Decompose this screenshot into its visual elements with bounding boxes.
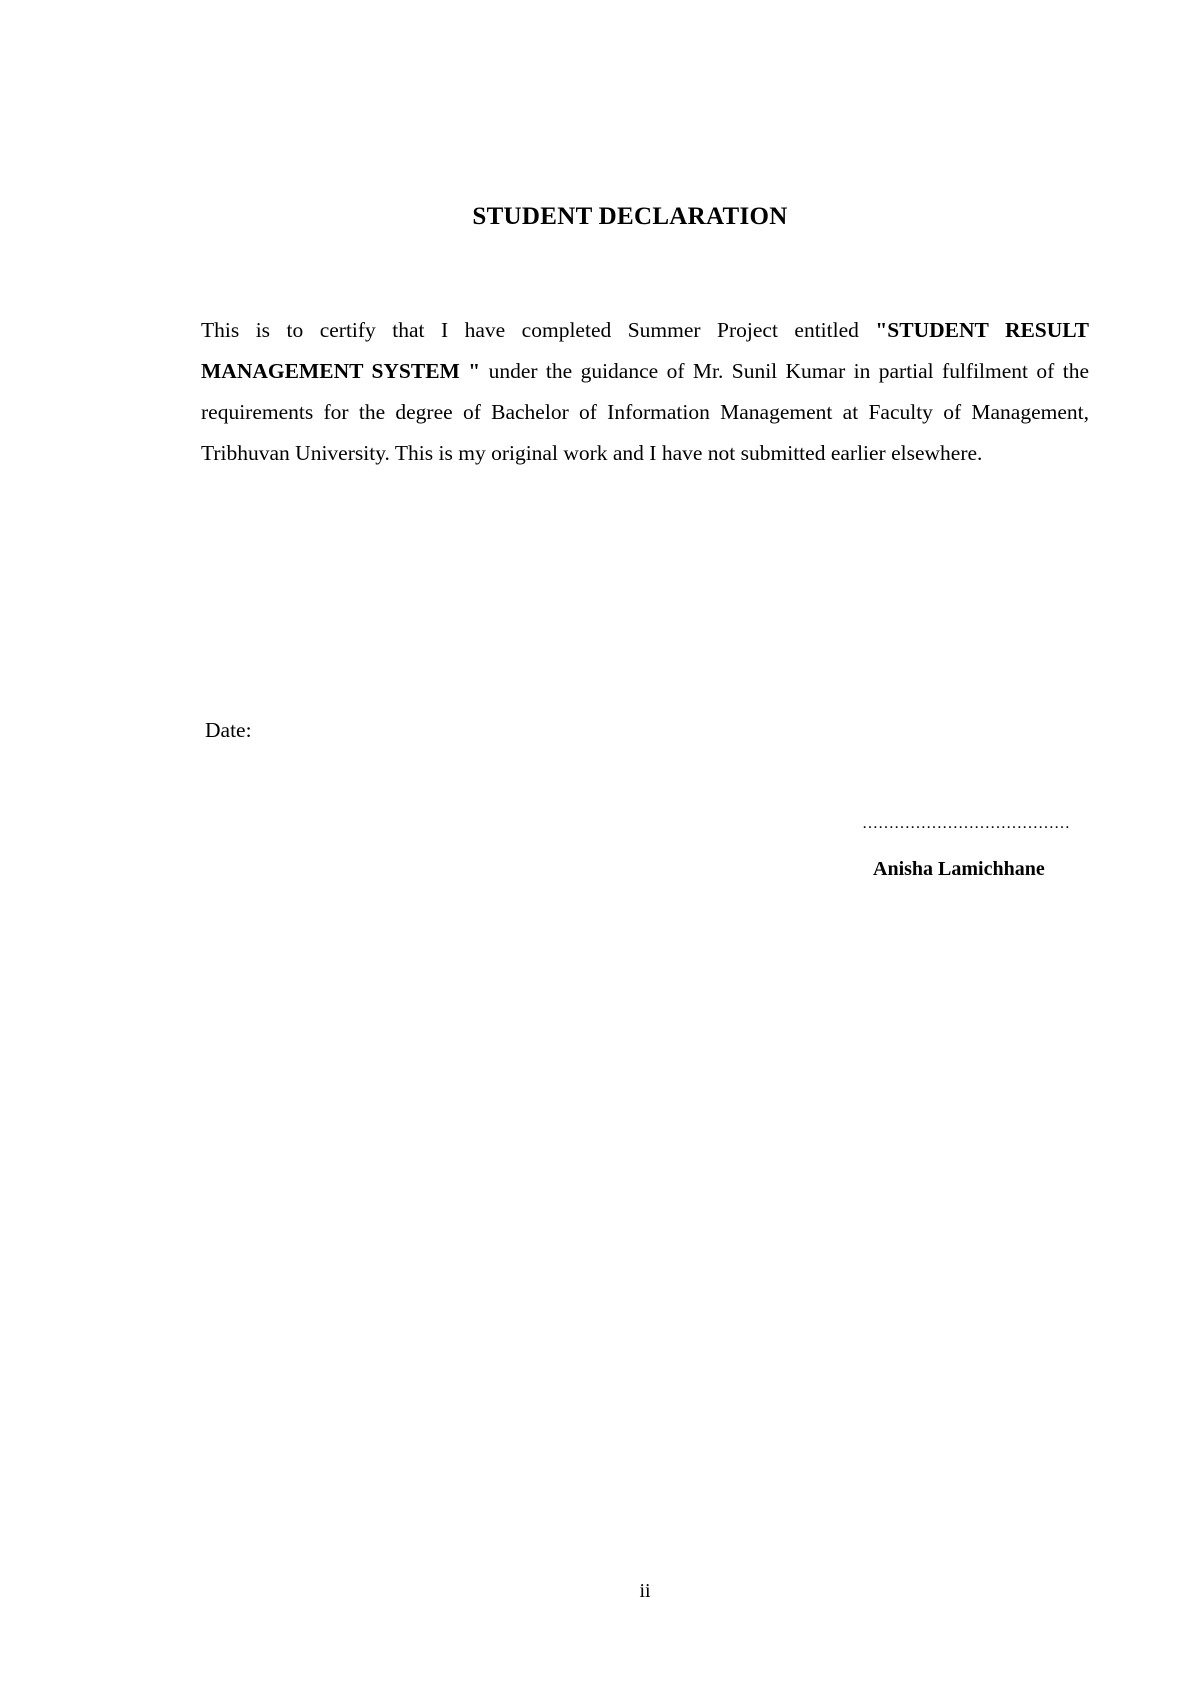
declaration-text-intro: This is to certify that I have completed Summer Project entitled <box>201 318 876 342</box>
declaration-text-rest: under the guidance of Mr. Sunil Kumar in partial fulfilment of the requirements for the degree of Bachelor of Information Management at Faculty of Management, Tribhuvan University. This is my original work and I have not submitted earlier elsewhere. <box>201 359 1089 465</box>
signer-name: Anisha Lamichhane <box>873 858 1045 880</box>
signature-line: ………………………………… <box>862 815 1070 832</box>
date-label: Date: <box>205 718 252 742</box>
project-title: "STUDENT RESULT MANAGEMENT SYSTEM " <box>201 318 1089 383</box>
page-title: STUDENT DECLARATION <box>472 203 788 230</box>
page-number: ii <box>639 1580 651 1602</box>
declaration-paragraph <box>201 310 1089 474</box>
